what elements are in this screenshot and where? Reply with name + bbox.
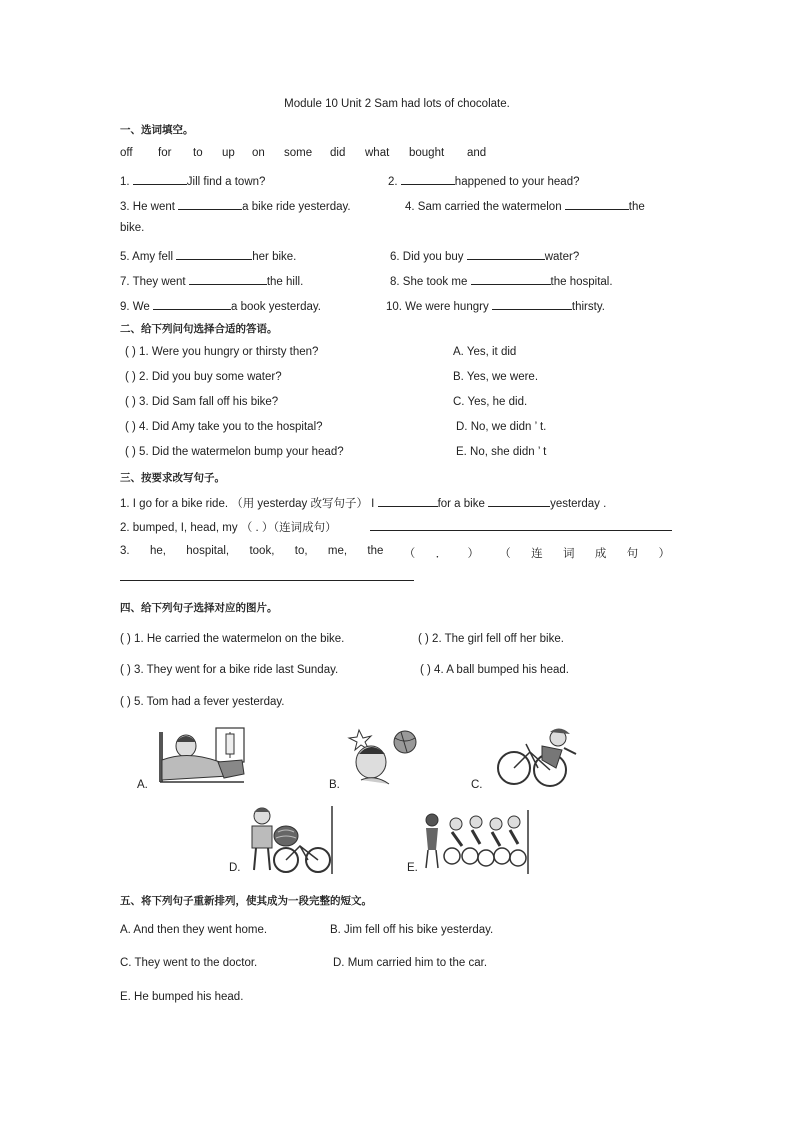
word-token: ． xyxy=(435,548,448,560)
page-title: Module 10 Unit 2 Sam had lots of chocolate. xyxy=(284,98,510,110)
answer-blank[interactable] xyxy=(401,172,455,185)
s1-q1: 1. Jill find a town? xyxy=(120,172,265,188)
section2-heading: 二、给下列问句选择合适的答语。 xyxy=(120,323,278,335)
picture-a-sick-boy xyxy=(158,726,250,786)
s2-answer: A. Yes, it did xyxy=(453,346,517,358)
s4-q4: ( ) 4. A ball bumped his head. xyxy=(420,664,569,676)
answer-line[interactable] xyxy=(370,530,672,531)
picture-label: E. xyxy=(407,862,418,874)
s1-q4-cont: bike. xyxy=(120,222,145,234)
s5-sentence-b: B. Jim fell off his bike yesterday. xyxy=(330,924,494,936)
word-token: the xyxy=(367,545,384,557)
answer-line[interactable] xyxy=(120,580,414,581)
answer-blank[interactable] xyxy=(178,197,242,210)
s4-q2: ( ) 2. The girl fell off her bike. xyxy=(418,633,564,645)
s3-q2: 2. bumped, I, head, my （ . ）（连词成句） xyxy=(120,522,337,534)
answer-blank[interactable] xyxy=(378,494,438,507)
word-token: （ xyxy=(499,548,511,560)
answer-blank[interactable] xyxy=(565,197,629,210)
word-token: （ xyxy=(403,548,416,560)
s1-q6: 6. Did you buy water? xyxy=(390,247,579,263)
s4-q3: ( ) 3. They went for a bike ride last Sunday. xyxy=(120,664,339,676)
s2-question: ( ) 3. Did Sam fall off his bike? xyxy=(125,396,279,408)
word-bank-item: up xyxy=(222,147,235,159)
word-bank-item: off xyxy=(120,147,133,159)
s1-q4: 4. Sam carried the watermelon the xyxy=(405,197,645,213)
s1-q10: 10. We were hungry thirsty. xyxy=(386,297,605,313)
s3-q3 xyxy=(120,545,670,561)
word-token: he, xyxy=(149,545,166,557)
picture-b-ball-bump xyxy=(345,724,425,790)
section4-heading: 四、给下列句子选择对应的图片。 xyxy=(120,602,278,614)
s2-answer: B. Yes, we were. xyxy=(453,371,539,383)
s1-q7: 7. They went the hill. xyxy=(120,272,303,288)
word-token: 词 xyxy=(562,548,575,560)
s1-q3: 3. He went a bike ride yesterday. xyxy=(120,197,351,213)
s1-q8: 8. She took me the hospital. xyxy=(390,272,613,288)
word-token: took, xyxy=(249,545,275,557)
picture-c-girl-falls xyxy=(490,724,580,790)
word-token: to, xyxy=(294,545,308,557)
word-bank-item: did xyxy=(330,147,346,159)
answer-blank[interactable] xyxy=(471,272,551,285)
word-token: 3. xyxy=(120,545,130,557)
s5-sentence-c: C. They went to the doctor. xyxy=(120,957,258,969)
answer-blank[interactable] xyxy=(153,297,231,310)
answer-blank[interactable] xyxy=(492,297,572,310)
s4-q5: ( ) 5. Tom had a fever yesterday. xyxy=(120,696,285,708)
s2-question: ( ) 1. Were you hungry or thirsty then? xyxy=(125,346,319,358)
word-bank-item: what xyxy=(365,147,390,159)
section5-heading: 五、将下列句子重新排列，使其成为一段完整的短文。 xyxy=(120,895,372,907)
word-token: ） xyxy=(467,548,479,560)
picture-label: A. xyxy=(137,779,148,791)
answer-blank[interactable] xyxy=(488,494,550,507)
s4-q1: ( ) 1. He carried the watermelon on the bike. xyxy=(120,633,345,645)
s1-q5: 5. Amy fell her bike. xyxy=(120,247,296,263)
word-token: 成 xyxy=(594,548,607,560)
s5-sentence-d: D. Mum carried him to the car. xyxy=(333,957,488,969)
word-token: 连 xyxy=(531,548,543,560)
s1-q9: 9. We a book yesterday. xyxy=(120,297,321,313)
word-token: hospital, xyxy=(186,545,230,557)
word-bank-item: and xyxy=(467,147,487,159)
answer-blank[interactable] xyxy=(176,247,252,260)
answer-blank[interactable] xyxy=(467,247,545,260)
s1-q2: 2. happened to your head? xyxy=(388,172,580,188)
word-bank-item: for xyxy=(158,147,172,159)
answer-blank[interactable] xyxy=(133,172,187,185)
s2-question: ( ) 5. Did the watermelon bump your head? xyxy=(125,446,344,458)
section1-heading: 一、选词填空。 xyxy=(120,124,194,136)
s2-question: ( ) 2. Did you buy some water? xyxy=(125,371,282,383)
s2-answer: C. Yes, he did. xyxy=(453,396,528,408)
picture-d-watermelon-bike xyxy=(242,806,336,874)
picture-label: C. xyxy=(471,779,483,791)
word-bank-item: on xyxy=(252,147,265,159)
picture-label: D. xyxy=(229,862,241,874)
word-token: 句 xyxy=(626,548,639,560)
picture-e-group-ride xyxy=(420,810,532,874)
s2-answer: E. No, she didn ’ t xyxy=(456,446,547,458)
s2-question: ( ) 4. Did Amy take you to the hospital? xyxy=(125,421,323,433)
word-bank-item: bought xyxy=(409,147,445,159)
answer-blank[interactable] xyxy=(189,272,267,285)
word-token: ） xyxy=(658,548,670,560)
picture-label: B. xyxy=(329,779,340,791)
word-token: me, xyxy=(327,545,348,557)
s5-sentence-e: E. He bumped his head. xyxy=(120,991,244,1003)
s2-answer: D. No, we didn ’ t. xyxy=(456,421,547,433)
word-bank-item: to xyxy=(193,147,203,159)
word-bank-item: some xyxy=(284,147,313,159)
s3-q1: 1. I go for a bike ride. （用 yesterday 改写句子） I for a bike yesterday . xyxy=(120,494,606,511)
section3-heading: 三、按要求改写句子。 xyxy=(120,472,225,484)
s5-sentence-a: A. And then they went home. xyxy=(120,924,268,936)
